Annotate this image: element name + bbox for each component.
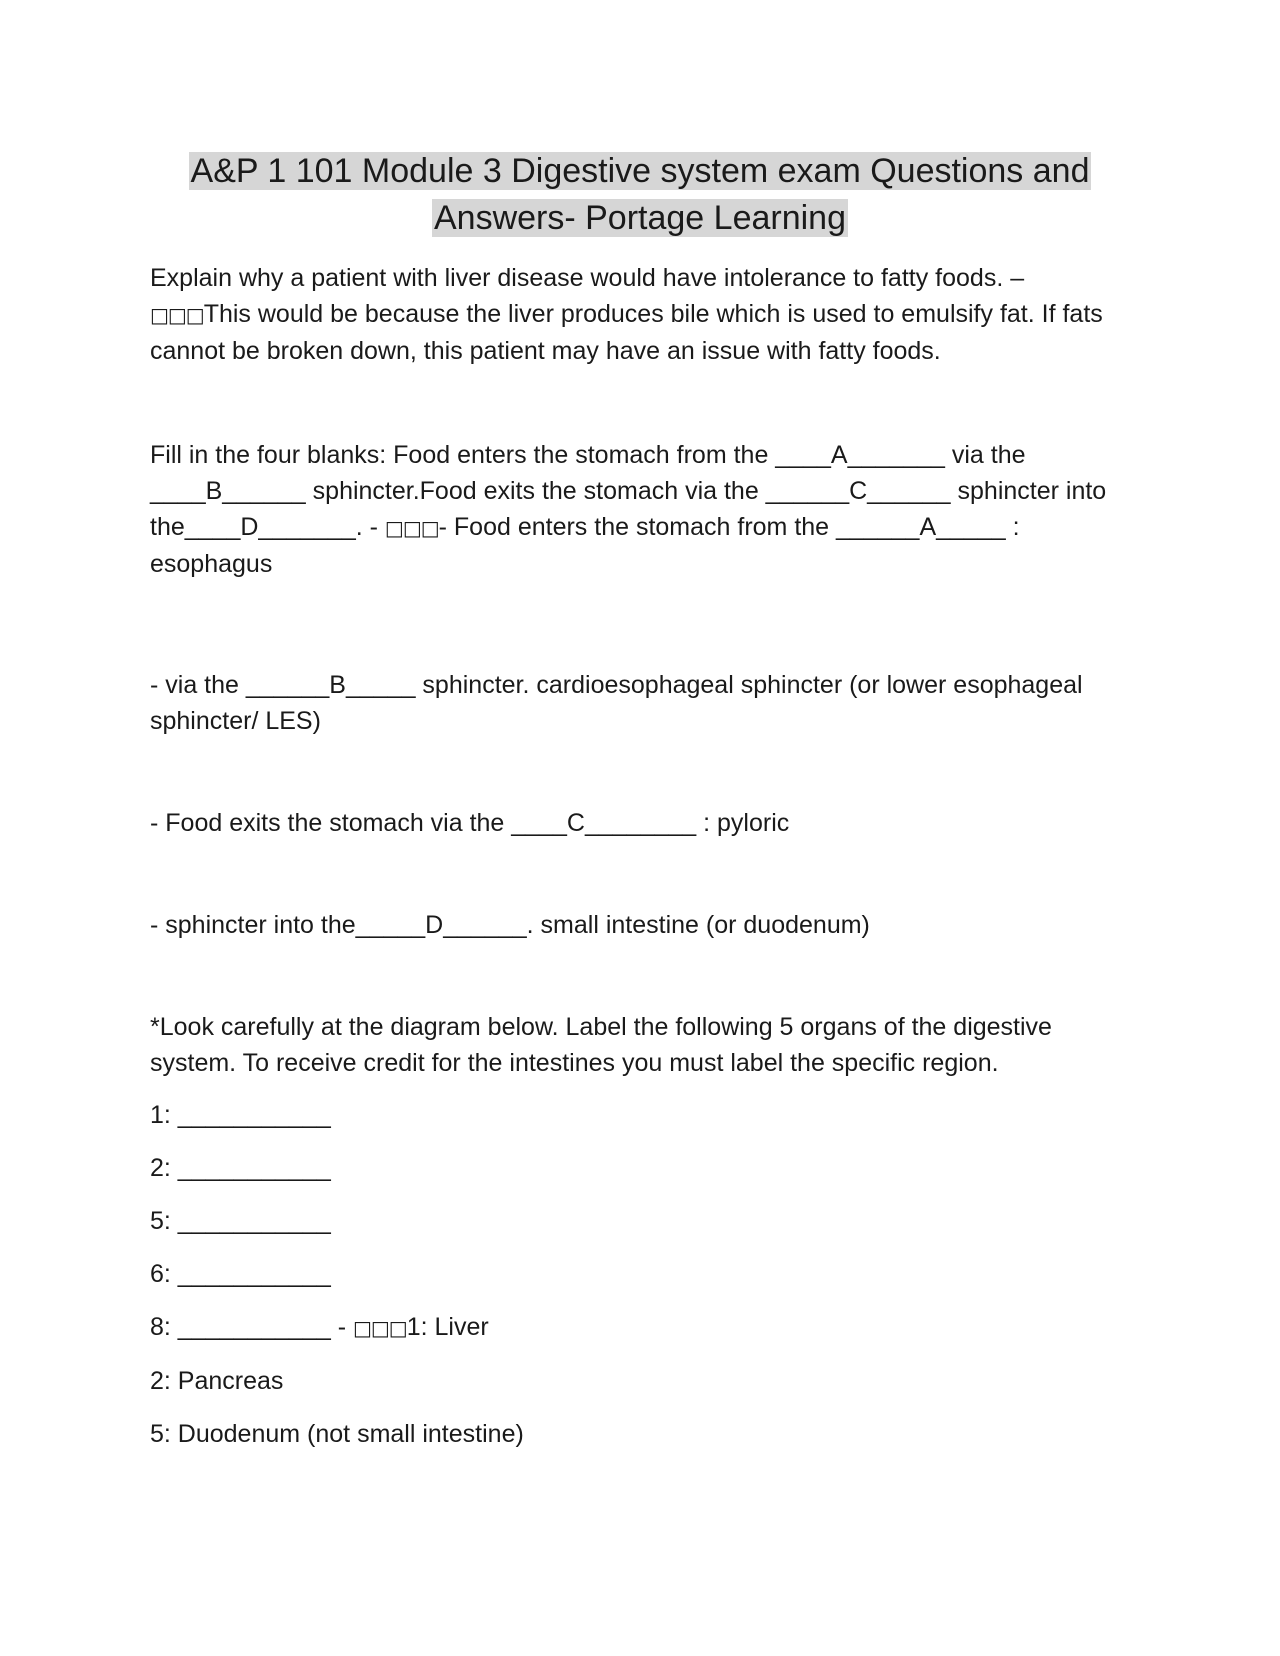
label-blank-1: 1: ___________ (150, 1101, 331, 1129)
question-1-answer: This would be because the liver produces bile which is used to emulsify fat. If fats cannot be broken down, this patient may have an issue with fatty foods. (150, 300, 1103, 365)
document-page (150, 148, 1130, 1469)
label-blank-8: 8: ___________ (150, 1313, 331, 1341)
question-1-text: Explain why a patient with liver disease would have intolerance to fatty foods. – (150, 264, 1025, 292)
dash: - (330, 1313, 347, 1341)
document-title (150, 148, 1130, 242)
missing-glyph-icon: □□□ (150, 303, 204, 327)
question-1 (150, 260, 1130, 369)
question-2 (150, 437, 1130, 582)
answer-a: - Food enters the stomach from the ______A_____ : esophagus (150, 513, 1020, 578)
label-blank-2: 2: ___________ (150, 1154, 331, 1182)
answer-d: - sphincter into the_____D______. small intestine (or duodenum) (150, 911, 870, 939)
title-line-2: Answers- Portage Learning (433, 199, 846, 237)
answer-5: 5: Duodenum (not small intestine) (150, 1420, 524, 1448)
label-blank-8-with-answer (150, 1309, 1130, 1346)
answer-1: 1: Liver (406, 1313, 489, 1341)
answer-2: 2: Pancreas (150, 1367, 284, 1395)
label-blank-6: 6: ___________ (150, 1260, 331, 1288)
question-3: *Look carefully at the diagram below. Label the following 5 organs of the digestive system. To receive credit for the intestines you must label the specific region. (150, 1013, 1052, 1077)
label-blank-5: 5: ___________ (150, 1207, 331, 1235)
question-2-text: Fill in the four blanks: Food enters the stomach from the ____A_______ via the ____B______ sphincter.Food exits the stomach via the ______C______ sphincter into the____D_______. - (150, 441, 1107, 541)
missing-glyph-icon: □□□ (352, 1316, 407, 1340)
title-line-1: A&P 1 101 Module 3 Digestive system exam Questions and (190, 152, 1090, 190)
answer-b: - via the ______B_____ sphincter. cardioesophageal sphincter (or lower esophageal sphincter/ LES) (150, 671, 1083, 735)
missing-glyph-icon: □□□ (384, 516, 439, 540)
answer-c: - Food exits the stomach via the ____C________ : pyloric (150, 809, 790, 837)
